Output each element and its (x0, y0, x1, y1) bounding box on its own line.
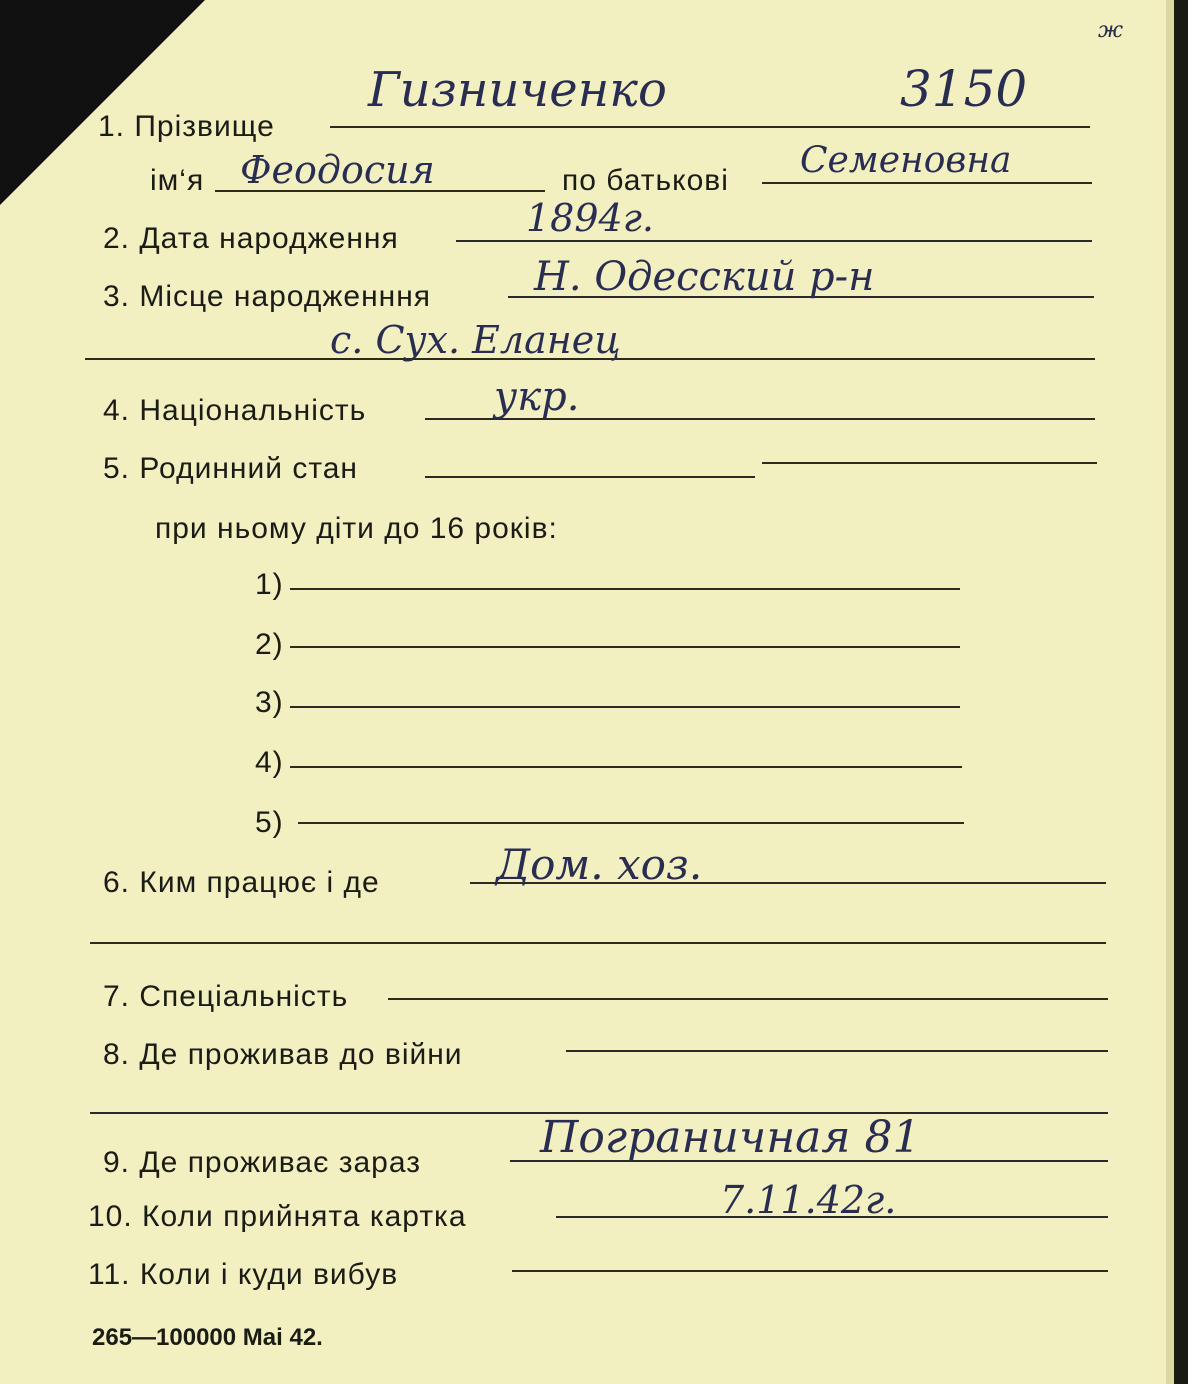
marital-status-line (425, 476, 755, 478)
specialty-label: 7. Спеціальність (103, 980, 349, 1013)
marital-status-line-2 (762, 462, 1097, 464)
child-2-line (290, 646, 960, 648)
child-1-line (290, 588, 960, 590)
nationality-value: укр. (494, 374, 580, 420)
current-residence-value: Пограничная 81 (540, 1112, 921, 1163)
page-edge-shadow (1174, 0, 1188, 1384)
card-accepted-value: 7.11.42г. (720, 1178, 897, 1222)
birth-date-line (456, 240, 1092, 242)
surname-line (330, 126, 1090, 128)
surname-value: Гизниченко (368, 62, 667, 118)
first-name-value: Феодосия (240, 148, 435, 192)
first-name-label: ім‘я (150, 164, 205, 197)
corner-mark: ж (1098, 18, 1124, 43)
patronymic-value: Семеновна (800, 140, 1012, 181)
specialty-line (388, 998, 1108, 1000)
child-4-label: 4) (255, 746, 284, 779)
card-accepted-label: 10. Коли прийнята картка (88, 1200, 467, 1233)
surname-label: 1. Прізвище (98, 110, 275, 143)
child-3-line (290, 706, 960, 708)
marital-status-label: 5. Родинний стан (103, 452, 358, 485)
work-label: 6. Ким працює і де (103, 866, 380, 899)
print-info: 265—100000 Mai 42. (92, 1324, 323, 1351)
current-residence-label: 9. Де проживає зараз (103, 1146, 421, 1179)
departure-label: 11. Коли і куди вибув (88, 1258, 399, 1291)
card-number: 3150 (900, 60, 1028, 118)
birth-place-value-1: Н. Одесский р-н (534, 254, 875, 300)
work-value: Дом. хоз. (496, 840, 703, 889)
child-2-label: 2) (255, 628, 284, 661)
patronymic-line (762, 182, 1092, 184)
patronymic-label: по батькові (562, 164, 729, 197)
prewar-residence-line (566, 1050, 1108, 1052)
birth-place-value-2: с. Сух. Еланец (330, 318, 621, 362)
child-5-line (298, 822, 964, 824)
birth-date-value: 1894г. (526, 196, 654, 240)
children-label: при ньому діти до 16 років: (155, 512, 558, 545)
child-4-line (290, 766, 962, 768)
prewar-residence-label: 8. Де проживав до війни (103, 1038, 463, 1071)
page-edge (1166, 0, 1174, 1384)
nationality-label: 4. Національність (103, 394, 367, 427)
child-5-label: 5) (255, 806, 284, 839)
birth-place-label: 3. Місце народженння (103, 280, 432, 313)
departure-line (512, 1270, 1108, 1272)
birth-date-label: 2. Дата народження (103, 222, 399, 255)
child-3-label: 3) (255, 686, 284, 719)
work-line-2 (90, 942, 1106, 944)
child-1-label: 1) (255, 568, 284, 601)
